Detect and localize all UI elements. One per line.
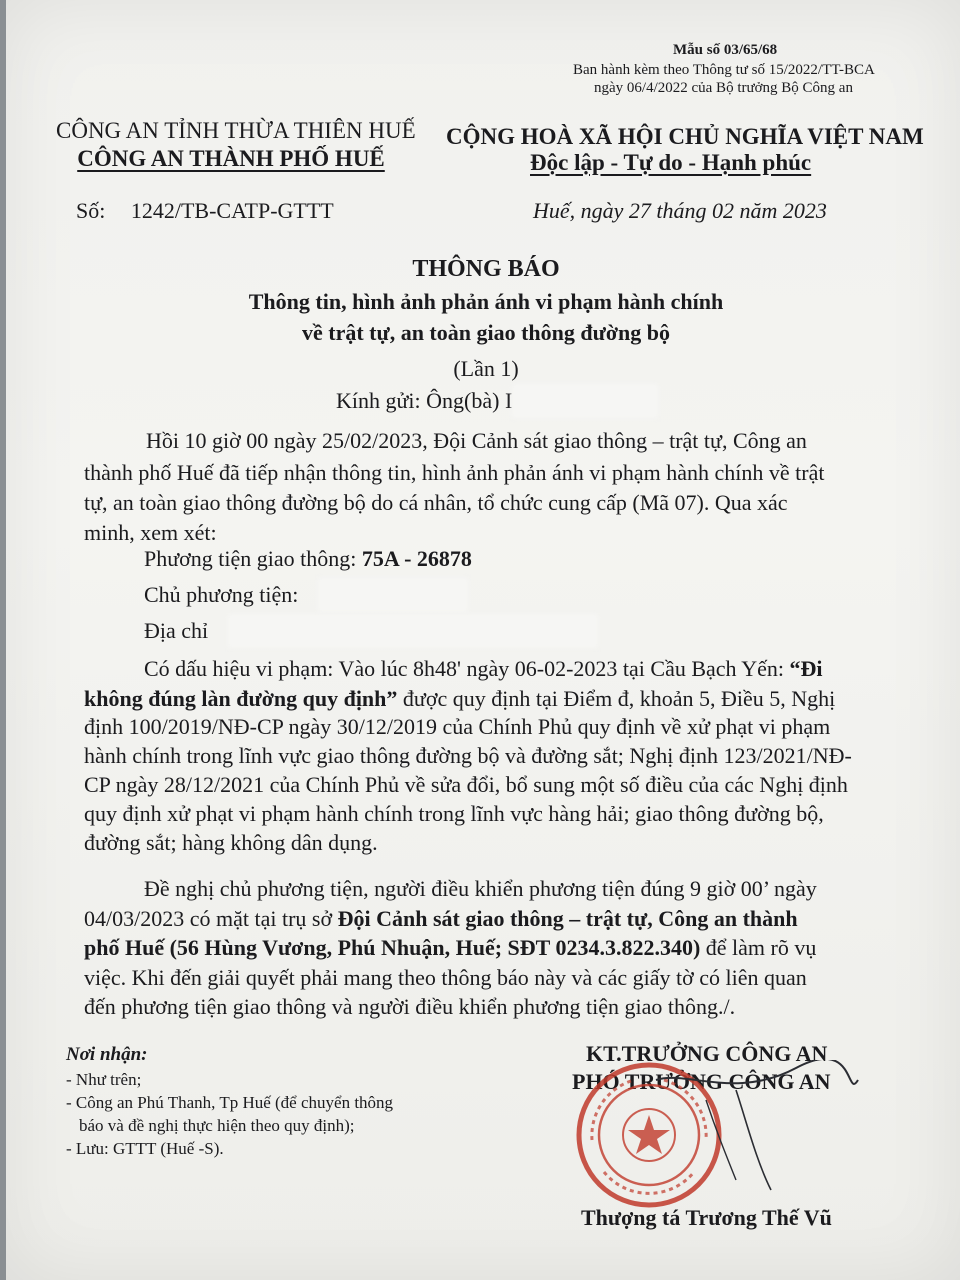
addressee: Kính gửi: Ông(bà) I <box>336 388 513 413</box>
agency-name-text: CÔNG AN THÀNH PHỐ HUẾ <box>77 146 385 171</box>
paragraph-1-line-4: minh, xem xét: <box>84 520 217 545</box>
paragraph-1-line-3: tự, an toàn giao thông đường bộ do cá nhân, tổ chức cung cấp (Mã 07). Qua xác <box>84 490 788 515</box>
form-issued-line-1: Ban hành kèm theo Thông tư số 15/2022/TT-BCA <box>573 62 875 78</box>
agency-parent: CÔNG AN TỈNH THỪA THIÊN HUẾ <box>56 118 416 143</box>
paragraph-2-line-1 <box>144 656 823 682</box>
paragraph-1-line-1: Hồi 10 giờ 00 ngày 25/02/2023, Đội Cảnh sát giao thông – trật tự, Công an <box>146 428 807 453</box>
paragraph-2-line-7: đường sắt; hàng không dân dụng. <box>84 830 378 855</box>
paragraph-3-line-1: Đề nghị chủ phương tiện, người điều khiển phương tiện đúng 9 giờ 00’ ngày <box>144 876 817 901</box>
signature-title-2: PHÓ TRƯỞNG CÔNG AN <box>572 1069 831 1094</box>
vehicle-plate: 75A - 26878 <box>361 546 472 571</box>
paragraph-2-line-2 <box>84 686 835 712</box>
document-number <box>76 198 334 224</box>
vehicle-label: Phương tiện giao thông: <box>144 546 357 571</box>
document-subtitle-2: về trật tự, an toàn giao thông đường bộ <box>301 320 670 345</box>
form-code: Mẫu số 03/65/68 <box>673 42 778 58</box>
signer-name: Thượng tá Trương Thế Vũ <box>581 1205 832 1230</box>
paragraph-3-line-4: việc. Khi đến giải quyết phải mang theo thông báo này và các giấy tờ có liên quan <box>84 965 807 990</box>
address-label: Địa chỉ <box>144 618 209 643</box>
redaction-addressee <box>512 384 658 418</box>
violation-name-start: “Đi <box>789 656 823 681</box>
violation-sign: Có dấu hiệu vi phạm: Vào lúc 8h48' ngày 06-02-2023 tại Cầu Bạch Yến: <box>144 656 785 681</box>
paragraph-3-line-5: đến phương tiện giao thông và người điều khiển phương tiện giao thông./. <box>84 994 736 1019</box>
document-title: THÔNG BÁO <box>412 256 560 282</box>
paragraph-3-line-3 <box>84 935 816 961</box>
owner-label: Chủ phương tiện: <box>144 582 299 607</box>
recipient-3: - Lưu: GTTT (Huế -S). <box>66 1139 224 1158</box>
number-value: 1242/TB-CATP-GTTT <box>130 198 334 223</box>
legal-basis: được quy định tại Điểm đ, khoản 5, Điều 5, Nghị <box>402 686 836 711</box>
paragraph-2-line-5: CP ngày 28/12/2021 của Chính Phủ về sửa đổi, bổ sung một số điều của các Nghị định <box>84 772 848 797</box>
paragraph-3-line-2 <box>84 906 798 932</box>
redaction-owner <box>318 578 468 612</box>
appointment-place: Đội Cảnh sát giao thông – trật tự, Công an thành <box>337 906 798 931</box>
redaction-address <box>228 614 598 648</box>
signature-title-1: KT.TRƯỞNG CÔNG AN <box>586 1041 828 1066</box>
paragraph-2-line-3: định 100/2019/NĐ-CP ngày 30/12/2019 của Chính Phủ quy định về xử phạt vi phạm <box>84 714 831 739</box>
recipient-1: - Như trên; <box>66 1070 142 1089</box>
paragraph-2-line-6: quy định xử phạt vi phạm hành chính trong lĩnh vực hàng hải; giao thông đường bộ, <box>84 801 824 826</box>
paragraph-2-line-4: hành chính trong lĩnh vực giao thông đường bộ và đường sắt; Nghị định 123/2021/NĐ- <box>84 743 852 768</box>
appointment-date: 04/03/2023 có mặt tại trụ sở <box>84 906 333 931</box>
document-subtitle-1: Thông tin, hình ảnh phản ánh vi phạm hành chính <box>248 289 724 314</box>
recipients-heading: Nơi nhận: <box>66 1044 148 1065</box>
recipient-2a: - Công an Phú Thanh, Tp Huế (để chuyển thông <box>66 1093 394 1112</box>
paragraph-1-line-2: thành phố Huế đã tiếp nhận thông tin, hình ảnh phản ánh vi phạm hành chính về trật <box>84 460 825 485</box>
nation-title: CỘNG HOÀ XÃ HỘI CHỦ NGHĨA VIỆT NAM <box>446 124 924 149</box>
handwritten-signature-icon <box>596 1060 866 1210</box>
appointment-address: phố Huế (56 Hùng Vương, Phú Nhuận, Huế; SĐT 0234.3.822.340) <box>84 935 701 960</box>
agency-name <box>56 146 406 172</box>
number-label: Số: <box>76 198 106 223</box>
appointment-purpose: để làm rõ vụ <box>705 935 817 960</box>
place-date: Huế, ngày 27 tháng 02 năm 2023 <box>533 198 827 223</box>
motto: Độc lập - Tự do - Hạnh phúc <box>530 150 812 175</box>
recipient-2b: báo và đề nghị thực hiện theo quy định); <box>79 1116 355 1135</box>
vehicle-line <box>144 546 472 572</box>
document-page <box>6 0 960 1280</box>
form-issued-line-2: ngày 06/4/2022 của Bộ trưởng Bộ Công an <box>594 80 853 96</box>
notice-round: (Lần 1) <box>453 356 519 381</box>
violation-name-end: không đúng làn đường quy định” <box>84 686 398 711</box>
